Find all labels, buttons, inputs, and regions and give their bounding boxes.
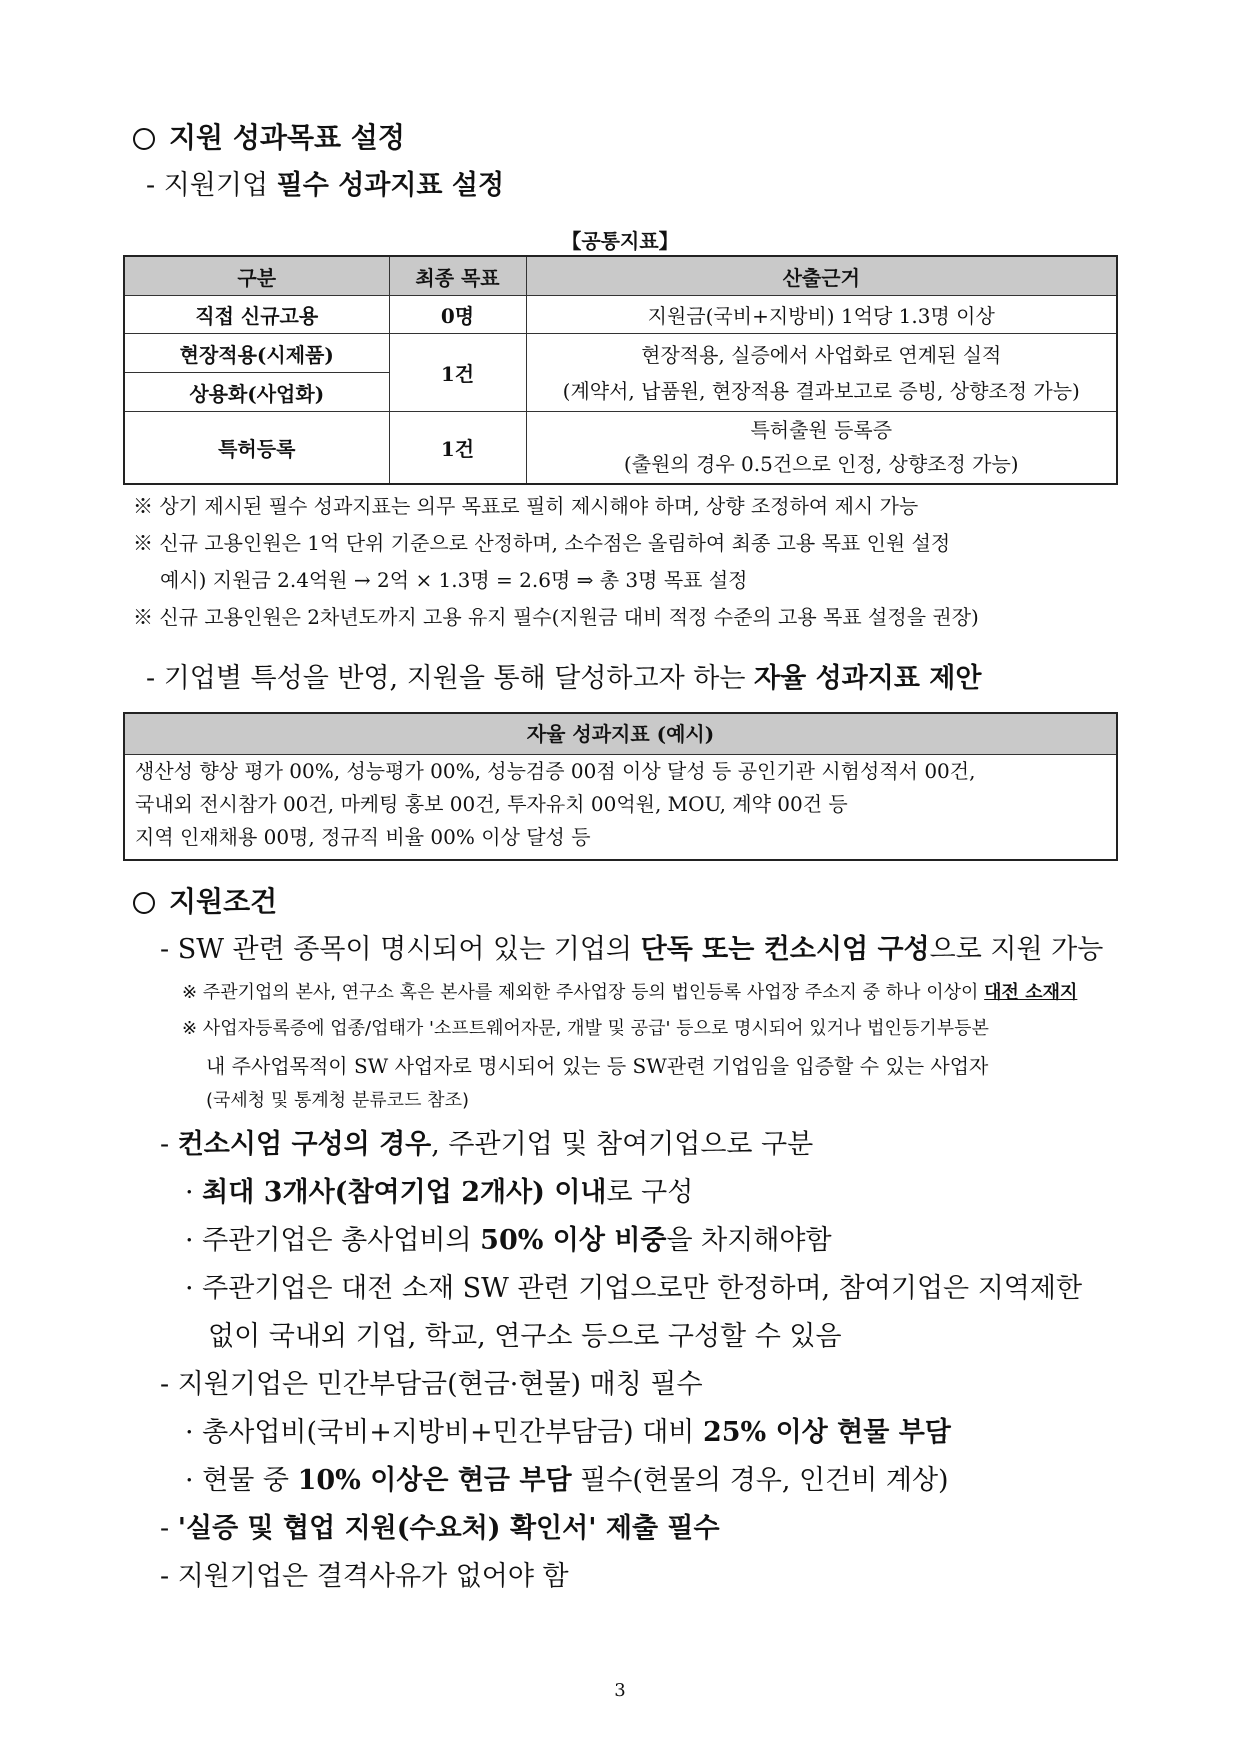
bullet-inkind: · 총사업비(국비+지방비+민간부담금) 대비 25% 이상 현물 부담 — [185, 1417, 951, 1448]
common-kpi-table — [123, 255, 1118, 485]
cell-target: 0명 — [389, 296, 526, 334]
cell-category: 특허등록 — [124, 412, 389, 484]
autonomous-box-title: 자율 성과지표 (예시) — [125, 714, 1116, 755]
table-row — [124, 412, 1117, 484]
bullet-lead-region: · 주관기업은 대전 소재 SW 관련 기업으로만 한정하며, 참여기업은 지역제한 — [185, 1273, 1083, 1304]
note-business-reg-cont: 내 주사업목적이 SW 사업자로 명시되어 있는 등 SW관련 기업임을 입증할 수 있는 사업자 — [206, 1054, 989, 1078]
note-business-reg: ※ 사업자등록증에 업종/업태가 '소프트웨어자문, 개발 및 공급' 등으로 명시되어 있거나 법인등기부등본 — [182, 1018, 989, 1039]
note-retention: ※ 신규 고용인원은 2차년도까지 고용 유지 필수(지원금 대비 적정 수준의 고용 목표 설정을 권장) — [133, 605, 979, 629]
section-title-performance: 지원 성과목표 설정 — [133, 116, 405, 156]
matching-line: - 지원기업은 민간부담금(현금·현물) 매칭 필수 — [160, 1369, 703, 1400]
col-header-target: 최종 목표 — [389, 256, 526, 296]
note-example: 예시) 지원금 2.4억원 → 2억 × 1.3명 = 2.6명 ⇒ 총 3명 목표 설정 — [160, 568, 748, 592]
col-header-basis: 산출근거 — [526, 256, 1117, 296]
cell-category: 상용화(사업화) — [124, 373, 389, 412]
bullet-max-members: · 최대 3개사(참여기업 2개사) 이내로 구성 — [185, 1177, 694, 1208]
note-required: ※ 상기 제시된 필수 성과지표는 의무 목표로 필히 제시해야 하며, 상향 조정하여 제시 가능 — [133, 494, 919, 518]
bullet-lead-region-cont: 없이 국내외 기업, 학교, 연구소 등으로 구성할 수 있음 — [208, 1321, 842, 1352]
circle-bullet-icon — [133, 128, 155, 150]
table-row — [124, 334, 1117, 373]
cell-category: 직접 신규고용 — [124, 296, 389, 334]
autonomous-line: 생산성 향상 평가 00%, 성능평가 00%, 성능검증 00점 이상 달성 등 공인기관 시험성적서 00건, — [135, 759, 976, 783]
cell-target: 1건 — [389, 334, 526, 412]
condition-line: - SW 관련 종목이 명시되어 있는 기업의 단독 또는 컨소시엄 구성으로 지원 가능 — [160, 934, 1104, 965]
cell-basis: 지원금(국비+지방비) 1억당 1.3명 이상 — [526, 296, 1117, 334]
bullet-lead-share: · 주관기업은 총사업비의 50% 이상 비중을 차지해야함 — [185, 1225, 832, 1256]
table-header-row — [124, 256, 1117, 296]
cell-basis: 특허출원 등록증 (출원의 경우 0.5건으로 인정, 상향조정 가능) — [526, 412, 1117, 484]
circle-bullet-icon — [133, 892, 155, 914]
cell-target: 1건 — [389, 412, 526, 484]
cell-category: 현장적용(시제품) — [124, 334, 389, 373]
proof-line: - '실증 및 협업 지원(수요처) 확인서' 제출 필수 — [160, 1513, 720, 1544]
table-row — [124, 296, 1117, 334]
subheading-required-kpi: - 지원기업 필수 성과지표 설정 — [146, 170, 505, 201]
autonomous-line: 국내외 전시참가 00건, 마케팅 홍보 00건, 투자유치 00억원, MOU, 계약 00건 등 — [135, 792, 848, 816]
autonomous-kpi-box — [123, 712, 1118, 861]
col-header-category: 구분 — [124, 256, 389, 296]
bullet-cash: · 현물 중 10% 이상은 현금 부담 필수(현물의 경우, 인건비 계상) — [185, 1465, 949, 1496]
disqualification-line: - 지원기업은 결격사유가 없어야 함 — [160, 1561, 569, 1592]
cell-basis: 현장적용, 실증에서 사업화로 연계된 실적 (계약서, 납품원, 현장적용 결과보고로 증빙, 상향조정 가능) — [526, 334, 1117, 412]
subheading-autonomous-kpi: - 기업별 특성을 반영, 지원을 통해 달성하고자 하는 자율 성과지표 제안 — [146, 663, 982, 694]
note-classification: (국세청 및 통계청 분류코드 참조) — [206, 1090, 469, 1111]
autonomous-line: 지역 인재채용 00명, 정규직 비율 00% 이상 달성 등 — [135, 825, 591, 849]
note-hq-location: ※ 주관기업의 본사, 연구소 혹은 본사를 제외한 주사업장 등의 법인등록 사업장 주소지 중 하나 이상이 대전 소재지 — [182, 982, 1078, 1003]
page-number: 3 — [614, 1680, 626, 1701]
section-title-conditions: 지원조건 — [133, 880, 277, 920]
consortium-line: - 컨소시엄 구성의 경우, 주관기업 및 참여기업으로 구분 — [160, 1129, 814, 1160]
table-caption: 【공통지표】 — [561, 229, 679, 253]
note-employment: ※ 신규 고용인원은 1억 단위 기준으로 산정하며, 소수점은 올림하여 최종 고용 목표 인원 설정 — [133, 531, 951, 555]
